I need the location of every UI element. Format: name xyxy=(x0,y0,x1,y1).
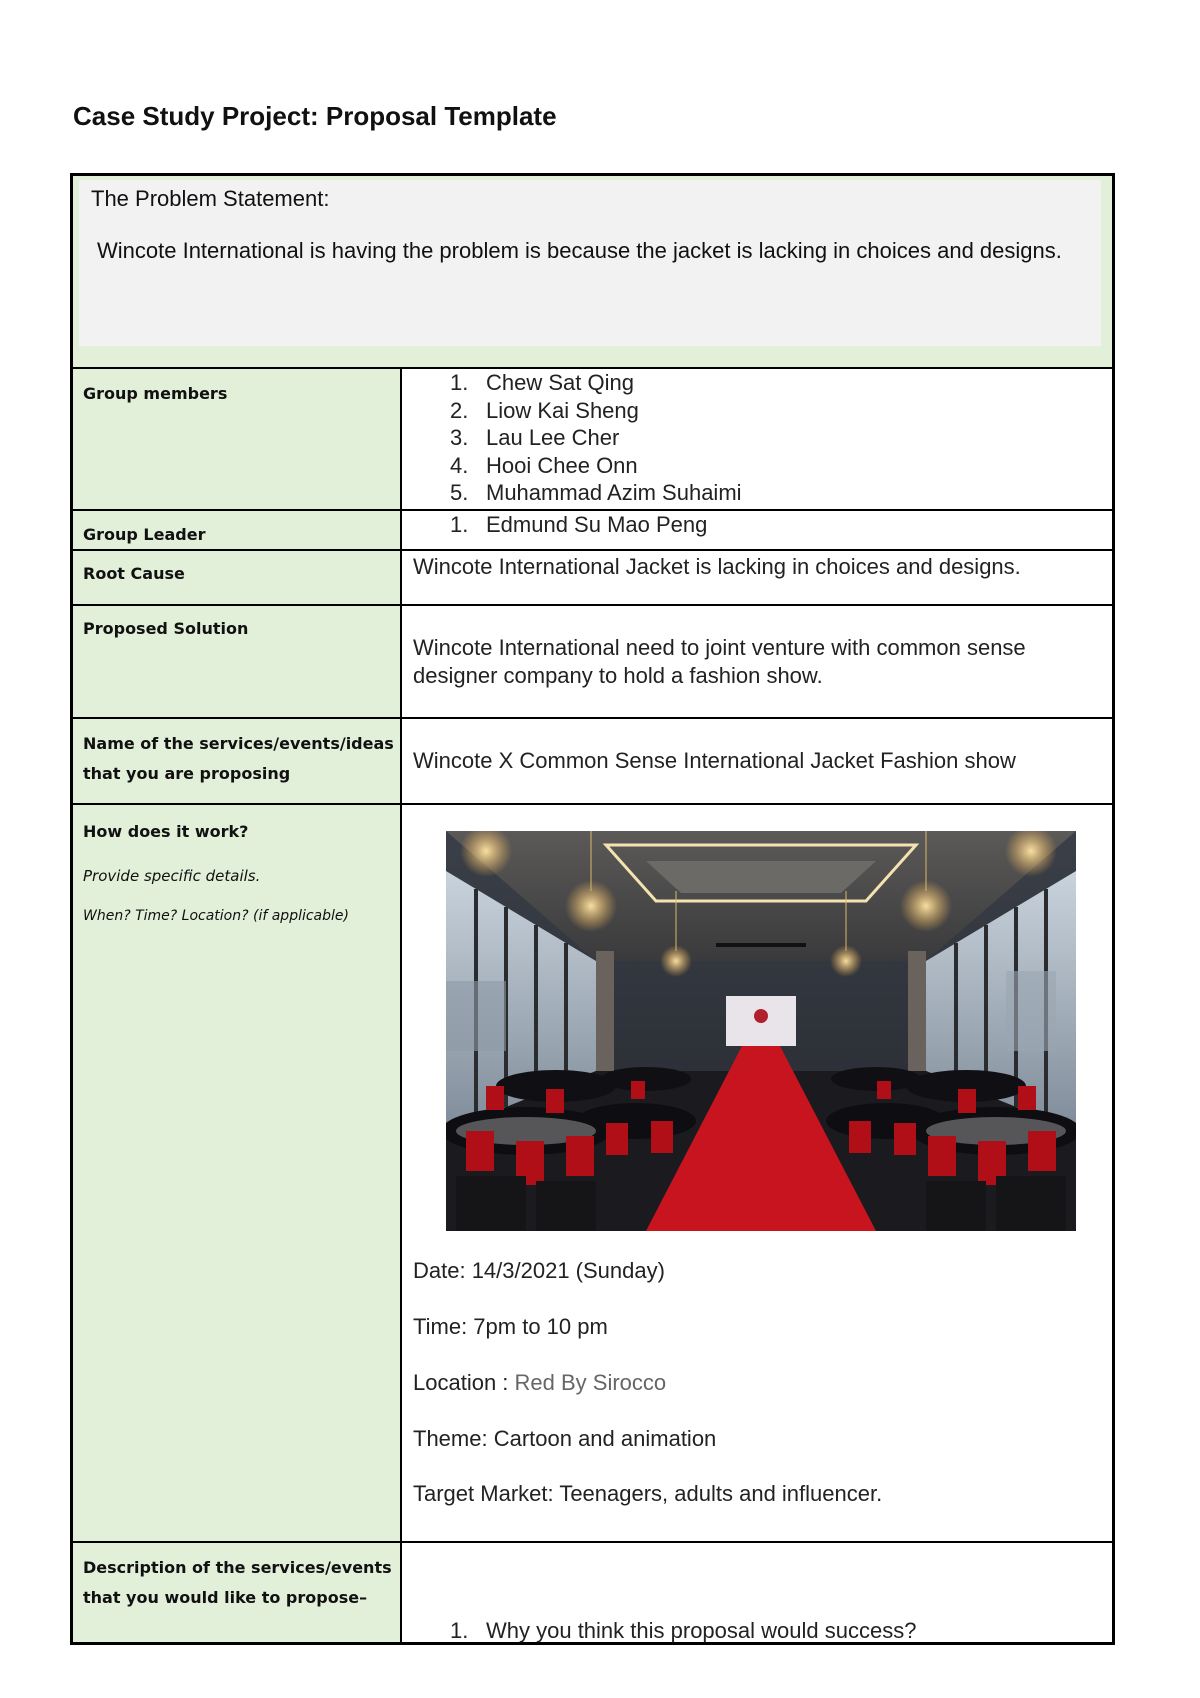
event-location-label: Location : xyxy=(413,1370,515,1395)
venue-photo xyxy=(446,831,1076,1231)
list-item: 2. Liow Kai Sheng xyxy=(450,397,639,423)
group-members-label: Group members xyxy=(83,384,228,403)
page-title: Case Study Project: Proposal Template xyxy=(73,101,557,131)
proposal-table xyxy=(70,173,1115,1645)
proposed-solution-label-cell xyxy=(73,606,402,717)
list-item: 1. Chew Sat Qing xyxy=(450,370,634,395)
how-it-works-hint-details: Provide specific details. xyxy=(83,867,261,885)
root-cause-label-cell xyxy=(73,551,402,604)
row-group-members xyxy=(73,369,1112,511)
root-cause-label: Root Cause xyxy=(83,564,185,583)
description-question-list xyxy=(402,1617,916,1645)
list-item: 1. Why you think this proposal would success? xyxy=(450,1618,917,1643)
how-it-works-hint-when: When? Time? Location? (if applicable) xyxy=(83,908,349,924)
problem-statement-heading: The Problem Statement: xyxy=(91,186,330,211)
event-target-market: Target Market: Teenagers, adults and influencer. xyxy=(413,1481,883,1506)
group-leader-label: Group Leader xyxy=(83,525,206,544)
event-location xyxy=(413,1370,666,1396)
name-of-services-value-cell xyxy=(402,719,1112,803)
problem-statement-text: Wincote International is having the problem is because the jacket is lacking in choices and designs. xyxy=(97,238,1062,263)
event-date: Date: 14/3/2021 (Sunday) xyxy=(413,1258,665,1283)
how-it-works-label: How does it work? xyxy=(83,822,249,841)
row-proposed-solution xyxy=(73,606,1112,719)
proposed-solution-value: Wincote International need to joint venture with common sense designer company to hold a fashion show. xyxy=(413,635,1026,688)
list-item: 3. Lau Lee Cher xyxy=(450,425,620,450)
row-group-leader xyxy=(73,511,1112,551)
group-members-list xyxy=(402,369,742,507)
description-label-line2: that you would like to propose– xyxy=(83,1588,368,1607)
group-leader-value-cell xyxy=(402,511,1112,549)
how-it-works-value-cell xyxy=(402,805,1112,1541)
root-cause-value-cell xyxy=(402,551,1112,604)
row-how-it-works xyxy=(73,805,1112,1543)
description-label-line1: Description of the services/events xyxy=(83,1558,392,1577)
problem-statement-section xyxy=(73,176,1112,369)
how-it-works-label-cell xyxy=(73,805,402,1541)
row-root-cause xyxy=(73,551,1112,606)
row-description xyxy=(73,1543,1112,1642)
group-leader-list xyxy=(402,511,707,539)
group-members-label-cell xyxy=(73,369,402,509)
name-of-services-value: Wincote X Common Sense International Jacket Fashion show xyxy=(413,748,1016,773)
problem-statement-box xyxy=(79,180,1101,346)
description-label-cell xyxy=(73,1543,402,1642)
name-of-services-label-cell xyxy=(73,719,402,803)
proposed-solution-value-cell xyxy=(402,606,1112,717)
event-time: Time: 7pm to 10 pm xyxy=(413,1314,608,1339)
group-leader-label-cell xyxy=(73,511,402,549)
group-members-value-cell xyxy=(402,369,1112,509)
banquet-hall-image xyxy=(446,831,1076,1231)
description-value-cell xyxy=(402,1543,1112,1642)
list-item: 1. Edmund Su Mao Peng xyxy=(450,512,708,537)
list-item: 4. Hooi Chee Onn xyxy=(450,452,638,478)
row-name-of-services xyxy=(73,719,1112,805)
root-cause-value: Wincote International Jacket is lacking in choices and designs. xyxy=(413,554,1021,579)
name-of-services-label-line2: that you are proposing xyxy=(83,764,291,783)
proposed-solution-label: Proposed Solution xyxy=(83,619,249,638)
event-location-value: Red By Sirocco xyxy=(514,1370,667,1395)
name-of-services-label-line1: Name of the services/events/ideas xyxy=(83,734,394,753)
list-item: 5. Muhammad Azim Suhaimi xyxy=(450,480,742,505)
event-theme: Theme: Cartoon and animation xyxy=(413,1426,717,1451)
